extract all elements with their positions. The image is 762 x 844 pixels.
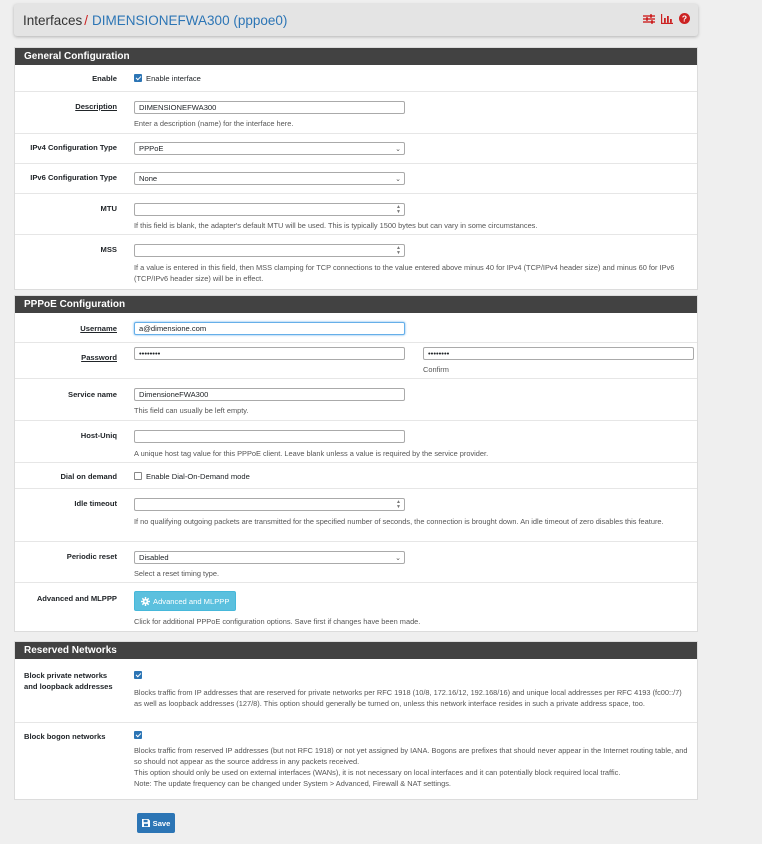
row-advanced-mlppp: [15, 583, 697, 631]
password-input[interactable]: ••••••••: [134, 347, 405, 360]
spinner-icon[interactable]: ▲ ▼: [396, 245, 401, 256]
username-label: Username: [80, 324, 117, 333]
bar-chart-icon[interactable]: [661, 14, 673, 24]
advanced-mlppp-label: Advanced and MLPPP: [36, 594, 117, 603]
row-host-uniq: [15, 421, 697, 463]
host-uniq-help: A unique host tag value for this PPPoE client. Leave blank unless a value is required by the service provider.: [134, 449, 489, 458]
description-label: Description: [75, 102, 117, 111]
block-bogon-help: Blocks traffic from reserved IP addresses (but not RFC 1918) or not yet assigned by IANA. Bogons are prefixes that should never appear in the Internet routing table, and so should not appear as the source address in any packets received.: [134, 746, 688, 766]
panel-heading-general: General Configuration: [15, 48, 697, 65]
pppoe-configuration-panel: [14, 295, 698, 632]
row-service-name: [15, 379, 697, 421]
description-help: Enter a description (name) for the interface here.: [134, 119, 294, 128]
idle-timeout-label: Idle timeout: [74, 499, 117, 508]
row-ipv4-type: [15, 134, 697, 164]
save-button-label: Save: [152, 818, 171, 828]
host-uniq-input[interactable]: [134, 430, 405, 443]
mss-help: If a value is entered in this field, then MSS clamping for TCP connections to the value entered above minus 40 for IPv4 (TCP/IPv4 header size) and minus 60 for IPv6 (TCP/IPv6 header size) will be in effect.: [134, 263, 675, 283]
breadcrumb-current[interactable]: DIMENSIONEFWA300 (pppoe0): [92, 13, 288, 28]
reserved-networks-panel: [14, 641, 698, 800]
row-idle-timeout: [15, 489, 697, 542]
block-bogon-checkbox[interactable]: [134, 731, 142, 739]
row-mss: [15, 235, 697, 289]
panel-heading-pppoe: PPPoE Configuration: [15, 296, 697, 313]
description-input[interactable]: DIMENSIONEFWA300: [134, 101, 405, 114]
mtu-help: If this field is blank, the adapter's default MTU will be used. This is typically 1500 bytes but can vary in some circumstances.: [134, 221, 538, 230]
dial-on-demand-checkbox-label: Enable Dial-On-Demand mode: [146, 472, 250, 481]
enable-interface-checkbox[interactable]: [134, 74, 142, 82]
block-private-label-line1: Block private networks: [24, 671, 108, 680]
service-name-help: This field can usually be left empty.: [134, 406, 249, 415]
block-bogon-help-frequency: Note: The update frequency can be changed under System > Advanced, Firewall & NAT settings.: [134, 779, 451, 788]
chevron-down-icon: ⌄: [395, 176, 401, 183]
ipv6-type-value: None: [139, 174, 158, 183]
advanced-mlppp-help: Click for additional PPPoE configuration options. Save first if changes have been made.: [134, 617, 421, 626]
row-username: [15, 313, 697, 343]
enable-interface-label: Enable interface: [146, 74, 201, 83]
block-private-checkbox[interactable]: [134, 671, 142, 679]
ipv6-type-select[interactable]: [134, 172, 405, 185]
password-confirm-help: Confirm: [423, 365, 449, 374]
block-private-label-line2: and loopback addresses: [24, 682, 113, 691]
advanced-mlppp-button[interactable]: [134, 591, 236, 611]
row-block-private: [15, 659, 697, 723]
ipv4-type-select[interactable]: [134, 142, 405, 155]
mss-label: MSS: [100, 245, 117, 254]
breadcrumb-interfaces[interactable]: Interfaces: [23, 13, 83, 28]
sliders-icon[interactable]: [643, 14, 655, 24]
block-bogon-label: Block bogon networks: [24, 732, 106, 741]
dial-on-demand-label: Dial on demand: [60, 472, 117, 481]
block-bogon-help-note: This option should only be used on external interfaces (WANs), it is not necessary on local interfaces and it can potentially block required local traffic.: [134, 768, 621, 777]
dial-on-demand-checkbox[interactable]: [134, 472, 142, 480]
panel-heading-reserved: Reserved Networks: [15, 642, 697, 659]
row-ipv6-type: [15, 164, 697, 194]
breadcrumb-separator: /: [84, 13, 89, 28]
spinner-icon[interactable]: ▲ ▼: [396, 499, 401, 510]
breadcrumb-bar: [14, 4, 698, 36]
row-periodic-reset: [15, 542, 697, 583]
ipv4-type-label: IPv4 Configuration Type: [30, 143, 117, 152]
gear-icon: [141, 597, 150, 606]
row-dial-on-demand: [15, 463, 697, 489]
ipv6-type-label: IPv6 Configuration Type: [30, 173, 117, 182]
username-input[interactable]: a@dimensione.com: [134, 322, 405, 335]
general-configuration-panel: [14, 47, 698, 290]
spinner-icon[interactable]: ▲ ▼: [396, 204, 401, 215]
breadcrumb: [23, 13, 287, 28]
periodic-reset-label: Periodic reset: [66, 552, 117, 561]
advanced-mlppp-button-label: Advanced and MLPPP: [153, 596, 230, 606]
chevron-down-icon: ⌄: [395, 146, 401, 153]
save-icon: [142, 819, 150, 827]
row-mtu: [15, 194, 697, 235]
row-description: [15, 92, 697, 134]
mtu-input[interactable]: [134, 203, 405, 216]
save-button[interactable]: [137, 813, 175, 833]
idle-timeout-input[interactable]: [134, 498, 405, 511]
periodic-reset-help: Select a reset timing type.: [134, 569, 220, 578]
chevron-down-icon: ⌄: [395, 555, 401, 562]
host-uniq-label: Host-Uniq: [80, 431, 117, 440]
svg-text:?: ?: [681, 13, 688, 24]
password-label: Password: [81, 353, 117, 362]
password-confirm-input[interactable]: ••••••••: [423, 347, 694, 360]
row-password: [15, 343, 697, 379]
row-enable: [15, 65, 697, 92]
service-name-label: Service name: [68, 390, 117, 399]
mtu-label: MTU: [100, 204, 117, 213]
block-private-help: Blocks traffic from IP addresses that are reserved for private networks per RFC 1918 (10/8, 172.16/12, 192.168/16) and unique local addresses per RFC 4193 (fc00::/7) as well as loopback addresses (127/8). This option should generally be turned on, unless this network interface resides in such a private address space, too.: [134, 688, 682, 708]
idle-timeout-help: If no qualifying outgoing packets are transmitted for the specified number of seconds, the connection is brought down. An idle timeout of zero disables this feature.: [134, 517, 664, 526]
periodic-reset-value: Disabled: [139, 553, 169, 562]
row-block-bogon: [15, 723, 697, 799]
periodic-reset-select[interactable]: [134, 551, 405, 564]
mss-input[interactable]: [134, 244, 405, 257]
help-icon[interactable]: [679, 13, 690, 24]
ipv4-type-value: PPPoE: [139, 144, 164, 153]
service-name-input[interactable]: DimensioneFWA300: [134, 388, 405, 401]
block-private-label: [24, 670, 134, 692]
enable-label: Enable: [92, 74, 117, 83]
